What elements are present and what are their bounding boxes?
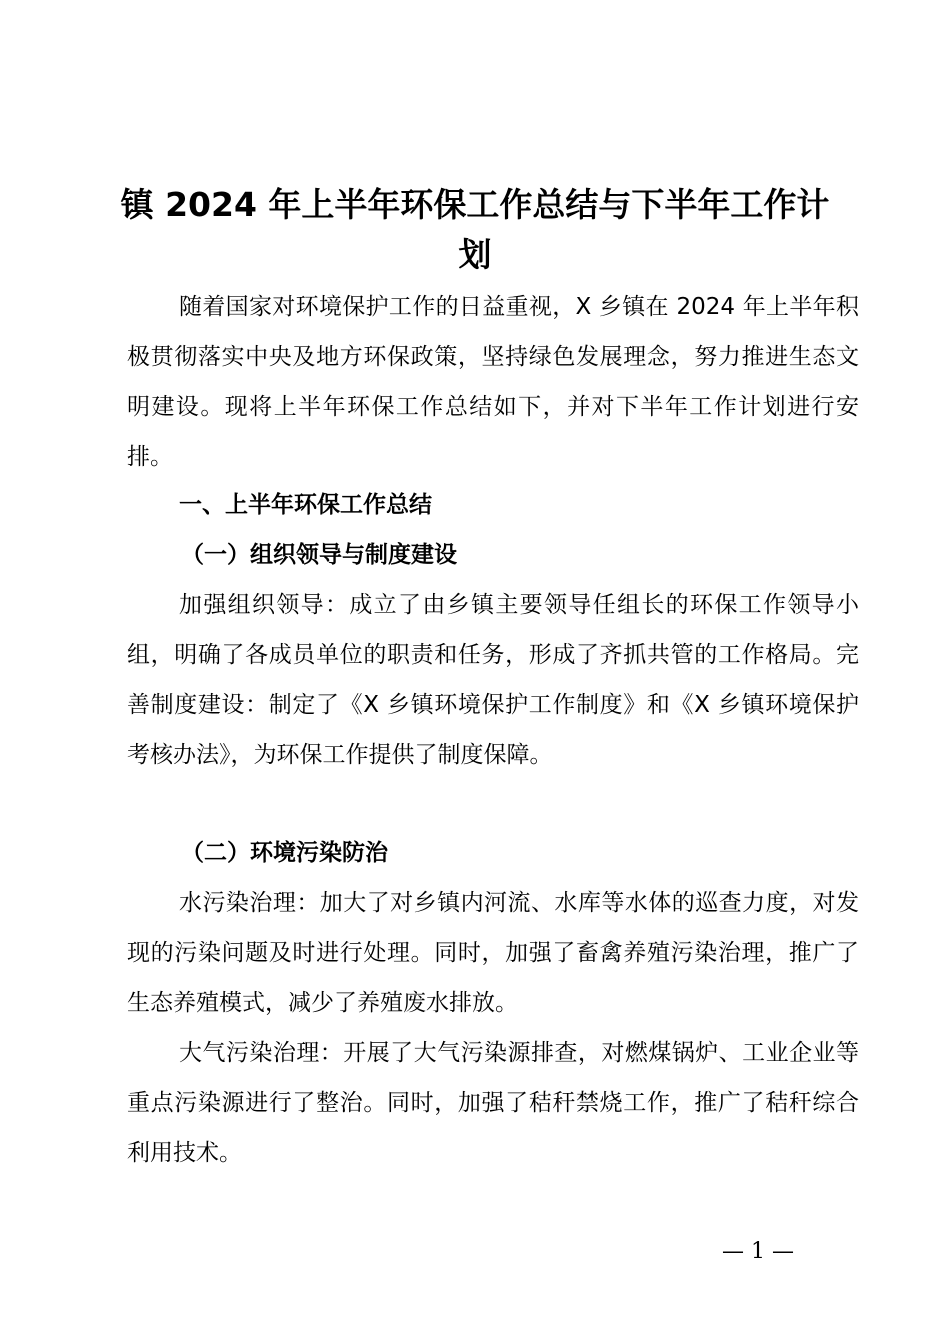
organization-paragraph: 加强组织领导：成立了由乡镇主要领导任组长的环保工作领导小组，明确了各成员单位的职责和任务，形成了齐抓共管的工作格局。完善制度建设：制定了《X 乡镇环境保护工作制度》和《X 乡镇环境保护考核办法》，为环保工作提供了制度保障。 [127,592,859,768]
subsection-heading-organization: （一）组织领导与制度建设 [181,542,457,568]
water-pollution-paragraph: 水污染治理：加大了对乡镇内河流、水库等水体的巡查力度，对发现的污染问题及时进行处理。同时，加强了畜禽养殖污染治理，推广了生态养殖模式，减少了养殖废水排放。 [127,890,859,1016]
section-heading-summary: 一、上半年环保工作总结 [179,492,432,518]
page-number: — 1 — [722,1239,794,1264]
document-title: 镇 2024 年上半年环保工作总结与下半年工作计划 [120,185,830,274]
air-pollution-paragraph: 大气污染治理：开展了大气污染源排查，对燃煤锅炉、工业企业等重点污染源进行了整治。同时，加强了秸秆禁烧工作，推广了秸秆综合利用技术。 [127,1040,859,1166]
subsection-heading-pollution: （二）环境污染防治 [181,840,388,866]
intro-paragraph: 随着国家对环境保护工作的日益重视，X 乡镇在 2024 年上半年积极贯彻落实中央及地方环保政策，坚持绿色发展理念，努力推进生态文明建设。现将上半年环保工作总结如下，并对下半年工作计划进行安排。 [127,294,859,470]
